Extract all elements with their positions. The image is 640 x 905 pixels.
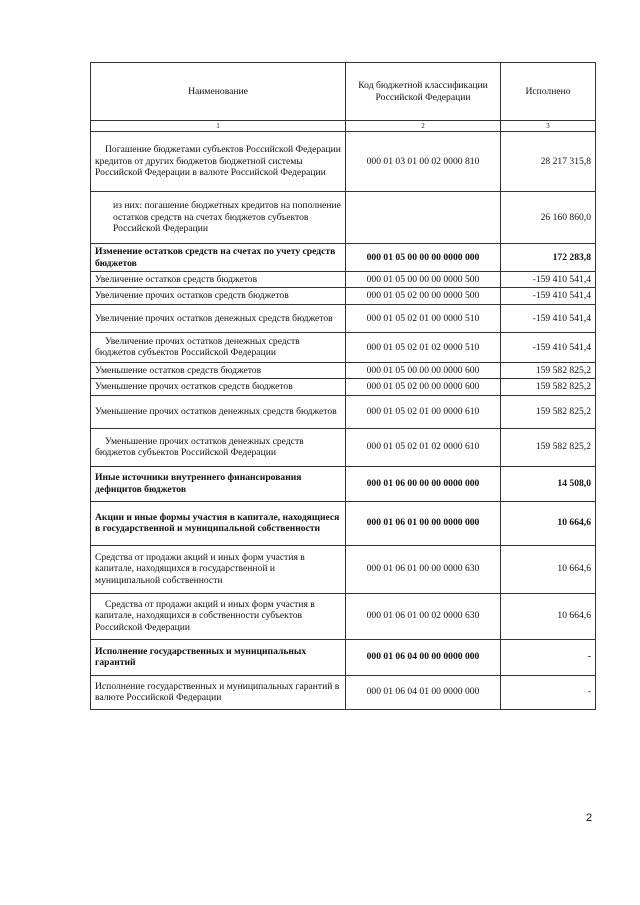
table-row [91,192,596,244]
row-name: Акции и иные формы участия в капитале, находящиеся в государственной и муниципальной собственности [91,501,346,545]
row-name: Средства от продажи акций и иных форм участия в капитале, находящихся в собственности субъектов Российской Федерации [91,593,346,639]
row-name: Увеличение остатков средств бюджетов [91,272,346,288]
row-value: 14 508,0 [501,466,596,501]
row-name: Увеличение прочих остатков денежных средств бюджетов [91,304,346,332]
row-code [346,192,501,244]
row-code: 000 01 06 00 00 00 0000 000 [346,466,501,501]
table-row [91,501,596,545]
row-value: 159 582 825,2 [501,379,596,395]
row-name: из них: погашение бюджетных кредитов на пополнение остатков средств на счетах бюджетов субъектов Российской Федерации [91,192,346,244]
column-number-row [91,121,596,132]
row-value: -159 410 541,4 [501,288,596,304]
row-name: Уменьшение прочих остатков денежных средств бюджетов [91,395,346,428]
table-row [91,244,596,272]
table-row [91,288,596,304]
row-value: 172 283,8 [501,244,596,272]
row-code: 000 01 05 02 00 00 0000 500 [346,288,501,304]
row-value: 159 582 825,2 [501,362,596,378]
table-row [91,332,596,362]
column-number: 1 [91,121,346,132]
row-value: 159 582 825,2 [501,395,596,428]
row-code: 000 01 06 04 00 00 0000 000 [346,639,501,675]
column-number: 3 [501,121,596,132]
row-name: Уменьшение прочих остатков средств бюджетов [91,379,346,395]
row-code: 000 01 05 00 00 00 0000 000 [346,244,501,272]
table-row [91,593,596,639]
row-value: -159 410 541,4 [501,304,596,332]
row-value: -159 410 541,4 [501,332,596,362]
row-value: 26 160 860,0 [501,192,596,244]
row-code: 000 01 05 02 01 02 0000 510 [346,332,501,362]
row-code: 000 01 05 00 00 00 0000 600 [346,362,501,378]
row-name: Увеличение прочих остатков средств бюджетов [91,288,346,304]
row-name: Исполнение государственных и муниципальных гарантий [91,639,346,675]
header-code: Код бюджетной классификации Российской Федерации [346,63,501,121]
table-row [91,428,596,466]
row-name: Уменьшение прочих остатков денежных средств бюджетов субъектов Российской Федерации [91,428,346,466]
header-name: Наименование [91,63,346,121]
row-code: 000 01 05 02 00 00 0000 600 [346,379,501,395]
table-row [91,304,596,332]
row-name: Изменение остатков средств на счетах по учету средств бюджетов [91,244,346,272]
table-row [91,466,596,501]
row-value: 10 664,6 [501,501,596,545]
table-row [91,379,596,395]
row-name: Погашение бюджетами субъектов Российской Федерации кредитов от других бюджетов бюджетной системы Российской Федерации в валюте Российской Федерации [91,132,346,192]
row-code: 000 01 06 04 01 00 0000 000 [346,675,501,709]
row-value: 159 582 825,2 [501,428,596,466]
page-number: 2 [586,812,593,824]
table-header-row [91,63,596,121]
table-row [91,362,596,378]
table-row [91,272,596,288]
row-value: 28 217 315,8 [501,132,596,192]
table-row [91,395,596,428]
row-code: 000 01 05 02 01 00 0000 610 [346,395,501,428]
table-row [91,675,596,709]
row-value: - [501,675,596,709]
table-row [91,132,596,192]
row-name: Исполнение государственных и муниципальных гарантий в валюте Российской Федерации [91,675,346,709]
row-code: 000 01 03 01 00 02 0000 810 [346,132,501,192]
row-value: 10 664,6 [501,545,596,593]
row-code: 000 01 05 02 01 02 0000 610 [346,428,501,466]
row-code: 000 01 06 01 00 00 0000 000 [346,501,501,545]
row-value: - [501,639,596,675]
row-code: 000 01 05 02 01 00 0000 510 [346,304,501,332]
row-code: 000 01 05 00 00 00 0000 500 [346,272,501,288]
table-row [91,639,596,675]
table-row [91,545,596,593]
row-value: 10 664,6 [501,593,596,639]
row-name: Иные источники внутреннего финансирования дефицитов бюджетов [91,466,346,501]
row-name: Уменьшение остатков средств бюджетов [91,362,346,378]
row-name: Средства от продажи акций и иных форм участия в капитале, находящихся в государственной и муниципальной собственности [91,545,346,593]
row-name: Увеличение прочих остатков денежных средств бюджетов субъектов Российской Федерации [91,332,346,362]
column-number: 2 [346,121,501,132]
row-code: 000 01 06 01 00 00 0000 630 [346,545,501,593]
row-value: -159 410 541,4 [501,272,596,288]
row-code: 000 01 06 01 00 02 0000 630 [346,593,501,639]
budget-sources-table [90,62,596,710]
header-executed: Исполнено [501,63,596,121]
